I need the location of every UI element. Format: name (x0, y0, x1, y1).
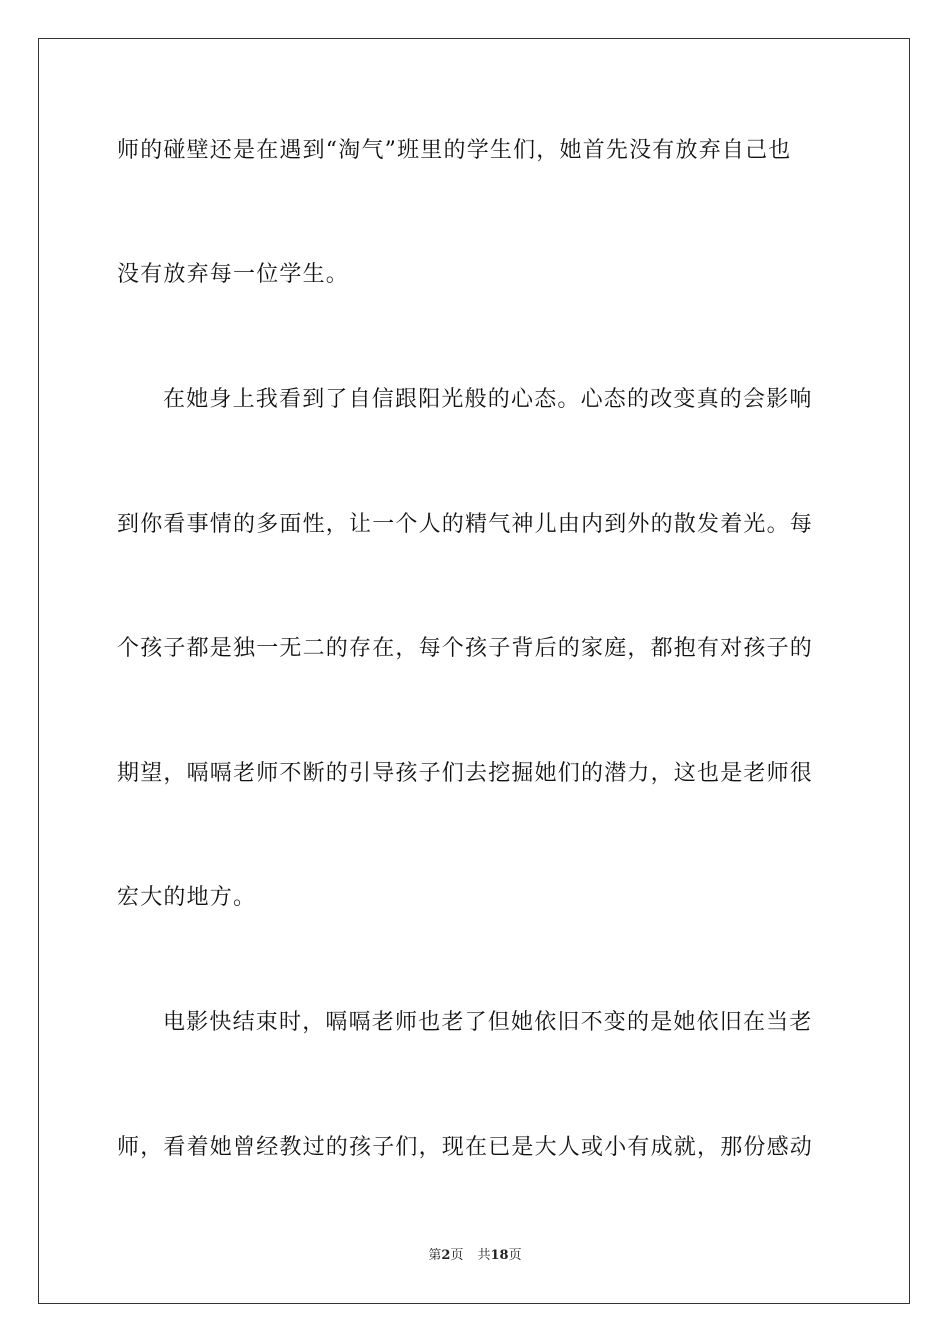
body-line: 在她身上我看到了自信跟阳光般的心态。心态的改变真的会影响 (163, 387, 813, 412)
body-line: 到你看事情的多面性，让一个人的精气神儿由内到外的散发着光。每 (117, 512, 814, 537)
total-prefix: 共 (477, 1248, 491, 1263)
body-line: 电影快结束时，嗝嗝老师也老了但她依旧不变的是她依旧在当老 (163, 1010, 813, 1035)
page-total: 18 (490, 1248, 509, 1263)
body-line: 师的碰壁还是在遇到“淘气”班里的学生们，她首先没有放弃自己也 (117, 138, 792, 163)
body-line: 师，看着她曾经教过的孩子们，现在已是大人或小有成就，那份感动 (117, 1135, 814, 1160)
body-line: 没有放弃每一位学生。 (117, 262, 350, 287)
total-suffix: 页 (508, 1248, 522, 1263)
body-line: 期望，嗝嗝老师不断的引导孩子们去挖掘她们的潜力，这也是老师很 (117, 761, 814, 786)
page-prefix: 第 (428, 1248, 442, 1263)
page-border (38, 38, 910, 1304)
page-footer (0, 1247, 950, 1265)
page-number: 2 (441, 1248, 451, 1263)
page-suffix: 页 (450, 1248, 464, 1263)
body-line: 宏大的地方。 (117, 885, 257, 910)
body-line: 个孩子都是独一无二的存在，每个孩子背后的家庭，都抱有对孩子的 (117, 636, 814, 661)
